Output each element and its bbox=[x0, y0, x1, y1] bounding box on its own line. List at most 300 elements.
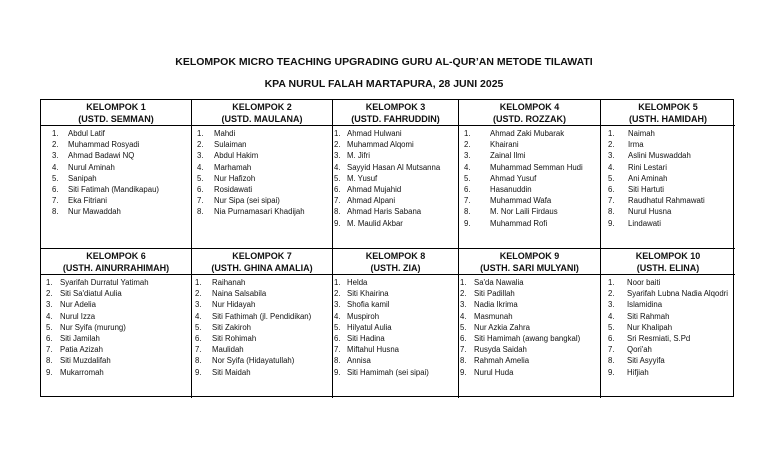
member-name: Nur Hafizoh bbox=[214, 173, 256, 183]
member-name: Aslini Muswaddah bbox=[628, 151, 691, 161]
member-number: 3. bbox=[464, 151, 471, 161]
member-name: Ahmad Alpani bbox=[347, 196, 396, 206]
member-number: 3. bbox=[334, 300, 341, 310]
member-item bbox=[333, 344, 458, 355]
member-item bbox=[459, 344, 600, 355]
member-number: 3. bbox=[46, 300, 53, 310]
member-item bbox=[192, 150, 332, 161]
member-name: Nur Hidayah bbox=[212, 300, 256, 310]
member-name: Nur Syifa (murung) bbox=[60, 322, 126, 332]
member-name: Siti Jamilah bbox=[60, 334, 100, 344]
member-item bbox=[601, 128, 735, 139]
group-header bbox=[459, 249, 600, 275]
member-name: Nur Mawaddah bbox=[68, 207, 121, 217]
member-name: Ahmad Hulwani bbox=[347, 129, 402, 138]
member-number: 9. bbox=[334, 218, 341, 228]
member-name: Ahmad Zaki Mubarak bbox=[490, 129, 565, 138]
member-number: 7. bbox=[197, 196, 204, 206]
member-item bbox=[41, 206, 191, 217]
group-cell bbox=[333, 100, 459, 249]
member-number: 4. bbox=[197, 162, 204, 172]
groups-table bbox=[40, 99, 734, 397]
member-name: Sa'da Nawalia bbox=[474, 278, 524, 287]
member-name: Annisa bbox=[347, 356, 371, 366]
member-name: Ahmad Yusuf bbox=[490, 173, 537, 183]
member-name: Rahmah Amelia bbox=[474, 356, 530, 366]
document-title: KELOMPOK MICRO TEACHING UPGRADING GURU AL-QUR’AN METODE TILAWATI bbox=[175, 56, 593, 68]
group-cell bbox=[192, 100, 333, 249]
member-name: Sri Resmiati, S.Pd bbox=[627, 334, 691, 344]
member-list bbox=[41, 126, 191, 218]
member-name: Siti Padillah bbox=[474, 289, 515, 299]
group-name: KELOMPOK 6 bbox=[86, 251, 146, 261]
member-name: Ahmad Mujahid bbox=[347, 185, 402, 195]
member-item bbox=[459, 195, 600, 206]
member-item bbox=[333, 367, 458, 378]
member-number: 2. bbox=[334, 289, 341, 299]
member-name: Siti Fatimah (Mandikapau) bbox=[68, 185, 160, 195]
member-list bbox=[333, 275, 458, 378]
member-name: M. Yusuf bbox=[347, 173, 378, 183]
member-number: 2. bbox=[464, 140, 471, 150]
member-name: Raihanah bbox=[212, 278, 246, 287]
member-number: 3. bbox=[460, 300, 467, 310]
member-name: Eka Fitriani bbox=[68, 196, 107, 206]
member-number: 1. bbox=[460, 278, 467, 287]
member-number: 7. bbox=[46, 345, 53, 355]
member-name: Ahmad Badawi NQ bbox=[68, 151, 135, 161]
group-name: KELOMPOK 4 bbox=[499, 102, 560, 112]
group-leader: (USTH. HAMIDAH) bbox=[629, 114, 707, 124]
member-list bbox=[192, 126, 332, 218]
member-number: 5. bbox=[52, 173, 59, 183]
member-name: Muhammad Alqomi bbox=[347, 140, 414, 150]
member-number: 4. bbox=[52, 162, 59, 172]
member-number: 2. bbox=[334, 140, 341, 150]
member-number: 6. bbox=[608, 334, 615, 344]
member-name: Siti Rohimah bbox=[212, 334, 257, 344]
member-item bbox=[333, 162, 458, 173]
member-number: 5. bbox=[608, 322, 615, 332]
member-number: 3. bbox=[334, 151, 341, 161]
member-number: 6. bbox=[197, 185, 204, 195]
member-list bbox=[601, 275, 735, 378]
member-number: 6. bbox=[52, 185, 59, 195]
group-cell bbox=[601, 100, 735, 249]
member-item bbox=[41, 288, 191, 299]
member-item bbox=[601, 173, 735, 184]
member-number: 2. bbox=[460, 289, 467, 299]
member-item bbox=[192, 128, 332, 139]
member-number: 7. bbox=[608, 196, 615, 206]
member-name: Siti Zakiroh bbox=[212, 322, 251, 332]
member-number: 8. bbox=[334, 356, 341, 366]
member-item bbox=[192, 139, 332, 150]
member-item bbox=[601, 162, 735, 173]
member-number: 8. bbox=[195, 356, 202, 366]
member-number: 7. bbox=[195, 345, 202, 355]
member-name: Helda bbox=[347, 278, 368, 287]
member-item bbox=[192, 184, 332, 195]
member-list bbox=[459, 275, 600, 378]
group-cell bbox=[601, 249, 735, 398]
member-item bbox=[459, 162, 600, 173]
member-number: 8. bbox=[608, 356, 615, 366]
member-name: Nurul Husna bbox=[628, 207, 672, 217]
member-item bbox=[333, 355, 458, 366]
member-number: 4. bbox=[608, 311, 615, 321]
member-item bbox=[459, 311, 600, 322]
member-item bbox=[459, 355, 600, 366]
member-item bbox=[41, 322, 191, 333]
member-name: Rosidawati bbox=[214, 185, 253, 195]
member-name: Nur Azkia Zahra bbox=[474, 322, 530, 332]
member-item bbox=[41, 150, 191, 161]
member-number: 3. bbox=[52, 151, 59, 161]
member-item bbox=[601, 150, 735, 161]
member-item bbox=[459, 206, 600, 217]
member-number: 6. bbox=[334, 185, 341, 195]
member-item bbox=[601, 322, 735, 333]
member-number: 8. bbox=[464, 207, 471, 217]
member-number: 8. bbox=[460, 356, 467, 366]
group-cell bbox=[192, 249, 333, 398]
member-number: 6. bbox=[608, 185, 615, 195]
member-number: 7. bbox=[334, 345, 341, 355]
member-list bbox=[601, 126, 735, 229]
member-item bbox=[192, 162, 332, 173]
member-name: Muhammad Wafa bbox=[490, 196, 552, 206]
member-number: 4. bbox=[334, 311, 341, 321]
member-item bbox=[333, 299, 458, 310]
member-name: Siti Hamimah (awang bangkal) bbox=[474, 334, 581, 344]
member-item bbox=[192, 344, 332, 355]
member-number: 4. bbox=[460, 311, 467, 321]
member-item bbox=[192, 288, 332, 299]
member-item bbox=[192, 367, 332, 378]
group-name: KELOMPOK 8 bbox=[365, 251, 426, 261]
member-item bbox=[333, 173, 458, 184]
member-name: Raudhatul Rahmawati bbox=[628, 196, 705, 206]
group-header bbox=[601, 249, 735, 275]
member-item bbox=[41, 311, 191, 322]
member-number: 1. bbox=[197, 129, 204, 138]
member-name: Siti Hamimah (sei sipai) bbox=[347, 367, 429, 377]
member-number: 4. bbox=[334, 162, 341, 172]
member-number: 2. bbox=[195, 289, 202, 299]
member-number: 5. bbox=[46, 322, 53, 332]
member-item bbox=[192, 355, 332, 366]
member-item bbox=[601, 355, 735, 366]
member-number: 4. bbox=[464, 162, 471, 172]
member-name: Nurul Aminah bbox=[68, 162, 115, 172]
member-number: 5. bbox=[608, 173, 615, 183]
member-name: Marhamah bbox=[214, 162, 252, 172]
member-number: 4. bbox=[46, 311, 53, 321]
member-item bbox=[192, 322, 332, 333]
group-name: KELOMPOK 1 bbox=[86, 102, 146, 112]
member-name: Siti Maidah bbox=[212, 367, 251, 377]
member-name: Naina Salsabila bbox=[212, 289, 267, 299]
member-item bbox=[41, 277, 191, 288]
member-number: 2. bbox=[46, 289, 53, 299]
member-item bbox=[459, 288, 600, 299]
group-cell bbox=[41, 249, 192, 398]
member-number: 1. bbox=[334, 129, 341, 138]
member-name: Irma bbox=[628, 140, 644, 150]
member-name: Ahmad Haris Sabana bbox=[347, 207, 422, 217]
member-name: Nor Syifa (Hidayatullah) bbox=[212, 356, 295, 366]
member-name: Siti Asyyifa bbox=[627, 356, 665, 366]
member-name: Abdul Latif bbox=[68, 129, 105, 138]
member-number: 9. bbox=[46, 367, 53, 377]
member-item bbox=[192, 299, 332, 310]
member-item bbox=[333, 184, 458, 195]
member-number: 6. bbox=[460, 334, 467, 344]
group-header bbox=[41, 249, 191, 275]
member-number: 3. bbox=[197, 151, 204, 161]
member-name: Hifjiah bbox=[627, 367, 649, 377]
member-list bbox=[333, 126, 458, 229]
member-name: Siti Khairina bbox=[347, 289, 389, 299]
member-name: Abdul Hakim bbox=[214, 151, 259, 161]
member-list bbox=[192, 275, 332, 378]
member-number: 6. bbox=[464, 185, 471, 195]
member-name: Islamidina bbox=[627, 300, 663, 310]
member-number: 8. bbox=[334, 207, 341, 217]
member-item bbox=[601, 311, 735, 322]
member-name: Muspiroh bbox=[347, 311, 380, 321]
member-list bbox=[459, 126, 600, 229]
member-number: 5. bbox=[334, 322, 341, 332]
member-name: Nia Purnamasari Khadijah bbox=[214, 207, 305, 217]
member-number: 7. bbox=[464, 196, 471, 206]
group-cell bbox=[459, 100, 601, 249]
member-name: Hilyatul Aulia bbox=[347, 322, 392, 332]
member-item bbox=[601, 195, 735, 206]
member-name: Siti Rahmah bbox=[627, 311, 670, 321]
member-name: Muhammad Rosyadi bbox=[68, 140, 140, 150]
member-number: 1. bbox=[52, 129, 59, 138]
group-header bbox=[192, 100, 332, 126]
member-number: 5. bbox=[460, 322, 467, 332]
member-item bbox=[41, 344, 191, 355]
member-item bbox=[601, 367, 735, 378]
member-number: 2. bbox=[52, 140, 59, 150]
member-item bbox=[601, 299, 735, 310]
member-item bbox=[601, 277, 735, 288]
member-item bbox=[41, 355, 191, 366]
member-number: 2. bbox=[608, 289, 615, 299]
member-item bbox=[41, 195, 191, 206]
member-name: Noor baiti bbox=[627, 278, 661, 287]
member-name: M. Maulid Akbar bbox=[347, 218, 403, 228]
member-name: Shofia kamil bbox=[347, 300, 390, 310]
member-item bbox=[601, 139, 735, 150]
member-item bbox=[192, 277, 332, 288]
group-leader: (USTH. ZIA) bbox=[370, 263, 421, 273]
member-name: Miftahul Husna bbox=[347, 345, 400, 355]
member-name: M. Jifri bbox=[347, 151, 370, 161]
group-name: KELOMPOK 2 bbox=[232, 102, 292, 112]
member-name: Qori'ah bbox=[627, 345, 652, 355]
group-leader: (USTD. SEMMAN) bbox=[78, 114, 154, 124]
member-number: 9. bbox=[608, 218, 615, 228]
member-number: 7. bbox=[52, 196, 59, 206]
member-item bbox=[333, 311, 458, 322]
group-leader: (USTD. ROZZAK) bbox=[493, 114, 566, 124]
member-name: Siti Muzdalifah bbox=[60, 356, 111, 366]
member-item bbox=[41, 299, 191, 310]
member-item bbox=[192, 173, 332, 184]
member-item bbox=[192, 206, 332, 217]
member-number: 1. bbox=[608, 278, 615, 287]
member-item bbox=[601, 333, 735, 344]
group-header bbox=[333, 249, 458, 275]
member-name: Mahdi bbox=[214, 129, 236, 138]
group-header bbox=[459, 100, 600, 126]
member-number: 1. bbox=[195, 278, 202, 287]
group-name: KELOMPOK 10 bbox=[635, 251, 701, 261]
member-item bbox=[41, 333, 191, 344]
group-cell bbox=[459, 249, 601, 398]
member-name: Masmunah bbox=[474, 311, 513, 321]
member-name: Khairani bbox=[490, 140, 519, 150]
member-item bbox=[333, 139, 458, 150]
group-leader: (USTH. AINURRAHIMAH) bbox=[62, 263, 170, 273]
member-number: 6. bbox=[195, 334, 202, 344]
group-leader: (USTD. FAHRUDDIN) bbox=[351, 114, 440, 124]
member-name: Sayyid Hasan Al Mutsanna bbox=[347, 162, 441, 172]
group-header bbox=[192, 249, 332, 275]
member-item bbox=[459, 173, 600, 184]
group-leader: (USTH. SARI MULYANI) bbox=[480, 263, 579, 273]
member-number: 5. bbox=[197, 173, 204, 183]
member-item bbox=[41, 139, 191, 150]
member-number: 9. bbox=[334, 367, 341, 377]
member-name: Syarifah Durratul Yatimah bbox=[60, 278, 149, 287]
member-number: 5. bbox=[464, 173, 471, 183]
member-name: Syarifah Lubna Nadia Alqodri bbox=[627, 289, 728, 299]
group-name: KELOMPOK 3 bbox=[365, 102, 426, 112]
member-item bbox=[192, 333, 332, 344]
member-number: 6. bbox=[46, 334, 53, 344]
member-number: 3. bbox=[195, 300, 202, 310]
member-name: Lindawati bbox=[628, 218, 661, 228]
member-name: Ani Aminah bbox=[628, 173, 668, 183]
member-name: Rini Lestari bbox=[628, 162, 667, 172]
member-item bbox=[333, 218, 458, 229]
member-item bbox=[41, 367, 191, 378]
member-name: Rusyda Saidah bbox=[474, 345, 527, 355]
member-number: 4. bbox=[608, 162, 615, 172]
member-number: 3. bbox=[608, 151, 615, 161]
member-number: 9. bbox=[464, 218, 471, 228]
member-item bbox=[333, 277, 458, 288]
member-name: Maulidah bbox=[212, 345, 244, 355]
member-item bbox=[459, 277, 600, 288]
member-name: Muhammad Rofi bbox=[490, 218, 548, 228]
member-item bbox=[459, 218, 600, 229]
member-item bbox=[601, 344, 735, 355]
member-item bbox=[333, 333, 458, 344]
group-leader: (USTH. ELINA) bbox=[636, 263, 700, 273]
member-name: Nurul Huda bbox=[474, 367, 514, 377]
member-item bbox=[333, 128, 458, 139]
member-name: Nur Khalipah bbox=[627, 322, 673, 332]
group-name: KELOMPOK 7 bbox=[232, 251, 292, 261]
member-item bbox=[459, 128, 600, 139]
member-name: Naimah bbox=[628, 129, 655, 138]
member-name: Siti Hadina bbox=[347, 334, 385, 344]
member-item bbox=[192, 311, 332, 322]
member-item bbox=[333, 288, 458, 299]
member-name: Nadia Ikrima bbox=[474, 300, 518, 310]
member-number: 2. bbox=[197, 140, 204, 150]
member-number: 1. bbox=[334, 278, 341, 287]
member-number: 7. bbox=[460, 345, 467, 355]
group-cell bbox=[41, 100, 192, 249]
group-header bbox=[601, 100, 735, 126]
member-item bbox=[459, 184, 600, 195]
member-item bbox=[601, 218, 735, 229]
member-item bbox=[459, 367, 600, 378]
member-name: Siti Fathimah (jl. Pendidikan) bbox=[212, 311, 312, 321]
member-list bbox=[41, 275, 191, 378]
member-number: 5. bbox=[195, 322, 202, 332]
member-number: 1. bbox=[464, 129, 471, 138]
member-item bbox=[41, 128, 191, 139]
member-number: 9. bbox=[608, 367, 615, 377]
member-item bbox=[601, 184, 735, 195]
member-number: 8. bbox=[46, 356, 53, 366]
member-name: Nur Adelia bbox=[60, 300, 96, 310]
member-number: 8. bbox=[197, 207, 204, 217]
group-header bbox=[41, 100, 191, 126]
member-number: 7. bbox=[334, 196, 341, 206]
member-name: Nurul Izza bbox=[60, 311, 96, 321]
member-number: 8. bbox=[608, 207, 615, 217]
member-name: Zainal Ilmi bbox=[490, 151, 526, 161]
member-number: 9. bbox=[460, 367, 467, 377]
member-name: Muhammad Semman Hudi bbox=[490, 162, 583, 172]
group-header bbox=[333, 100, 458, 126]
member-item bbox=[41, 184, 191, 195]
group-name: KELOMPOK 9 bbox=[499, 251, 560, 261]
member-number: 7. bbox=[608, 345, 615, 355]
member-number: 1. bbox=[608, 129, 615, 138]
group-name: KELOMPOK 5 bbox=[638, 102, 698, 112]
member-item bbox=[459, 139, 600, 150]
member-name: Sulaiman bbox=[214, 140, 247, 150]
member-number: 2. bbox=[608, 140, 615, 150]
member-item bbox=[41, 162, 191, 173]
group-leader: (USTD. MAULANA) bbox=[221, 114, 303, 124]
member-number: 9. bbox=[195, 367, 202, 377]
member-name: M. Nor Laili Firdaus bbox=[490, 207, 558, 217]
member-name: Siti Sa'diatul Aulia bbox=[60, 289, 122, 299]
member-item bbox=[459, 322, 600, 333]
group-leader: (USTH. GHINA AMALIA) bbox=[211, 263, 313, 273]
member-number: 4. bbox=[195, 311, 202, 321]
member-number: 3. bbox=[608, 300, 615, 310]
member-name: Nur Sipa (sei sipai) bbox=[214, 196, 280, 206]
member-item bbox=[192, 195, 332, 206]
member-item bbox=[333, 322, 458, 333]
member-name: Patia Azizah bbox=[60, 345, 103, 355]
member-item bbox=[459, 333, 600, 344]
member-name: Siti Hartuti bbox=[628, 185, 664, 195]
